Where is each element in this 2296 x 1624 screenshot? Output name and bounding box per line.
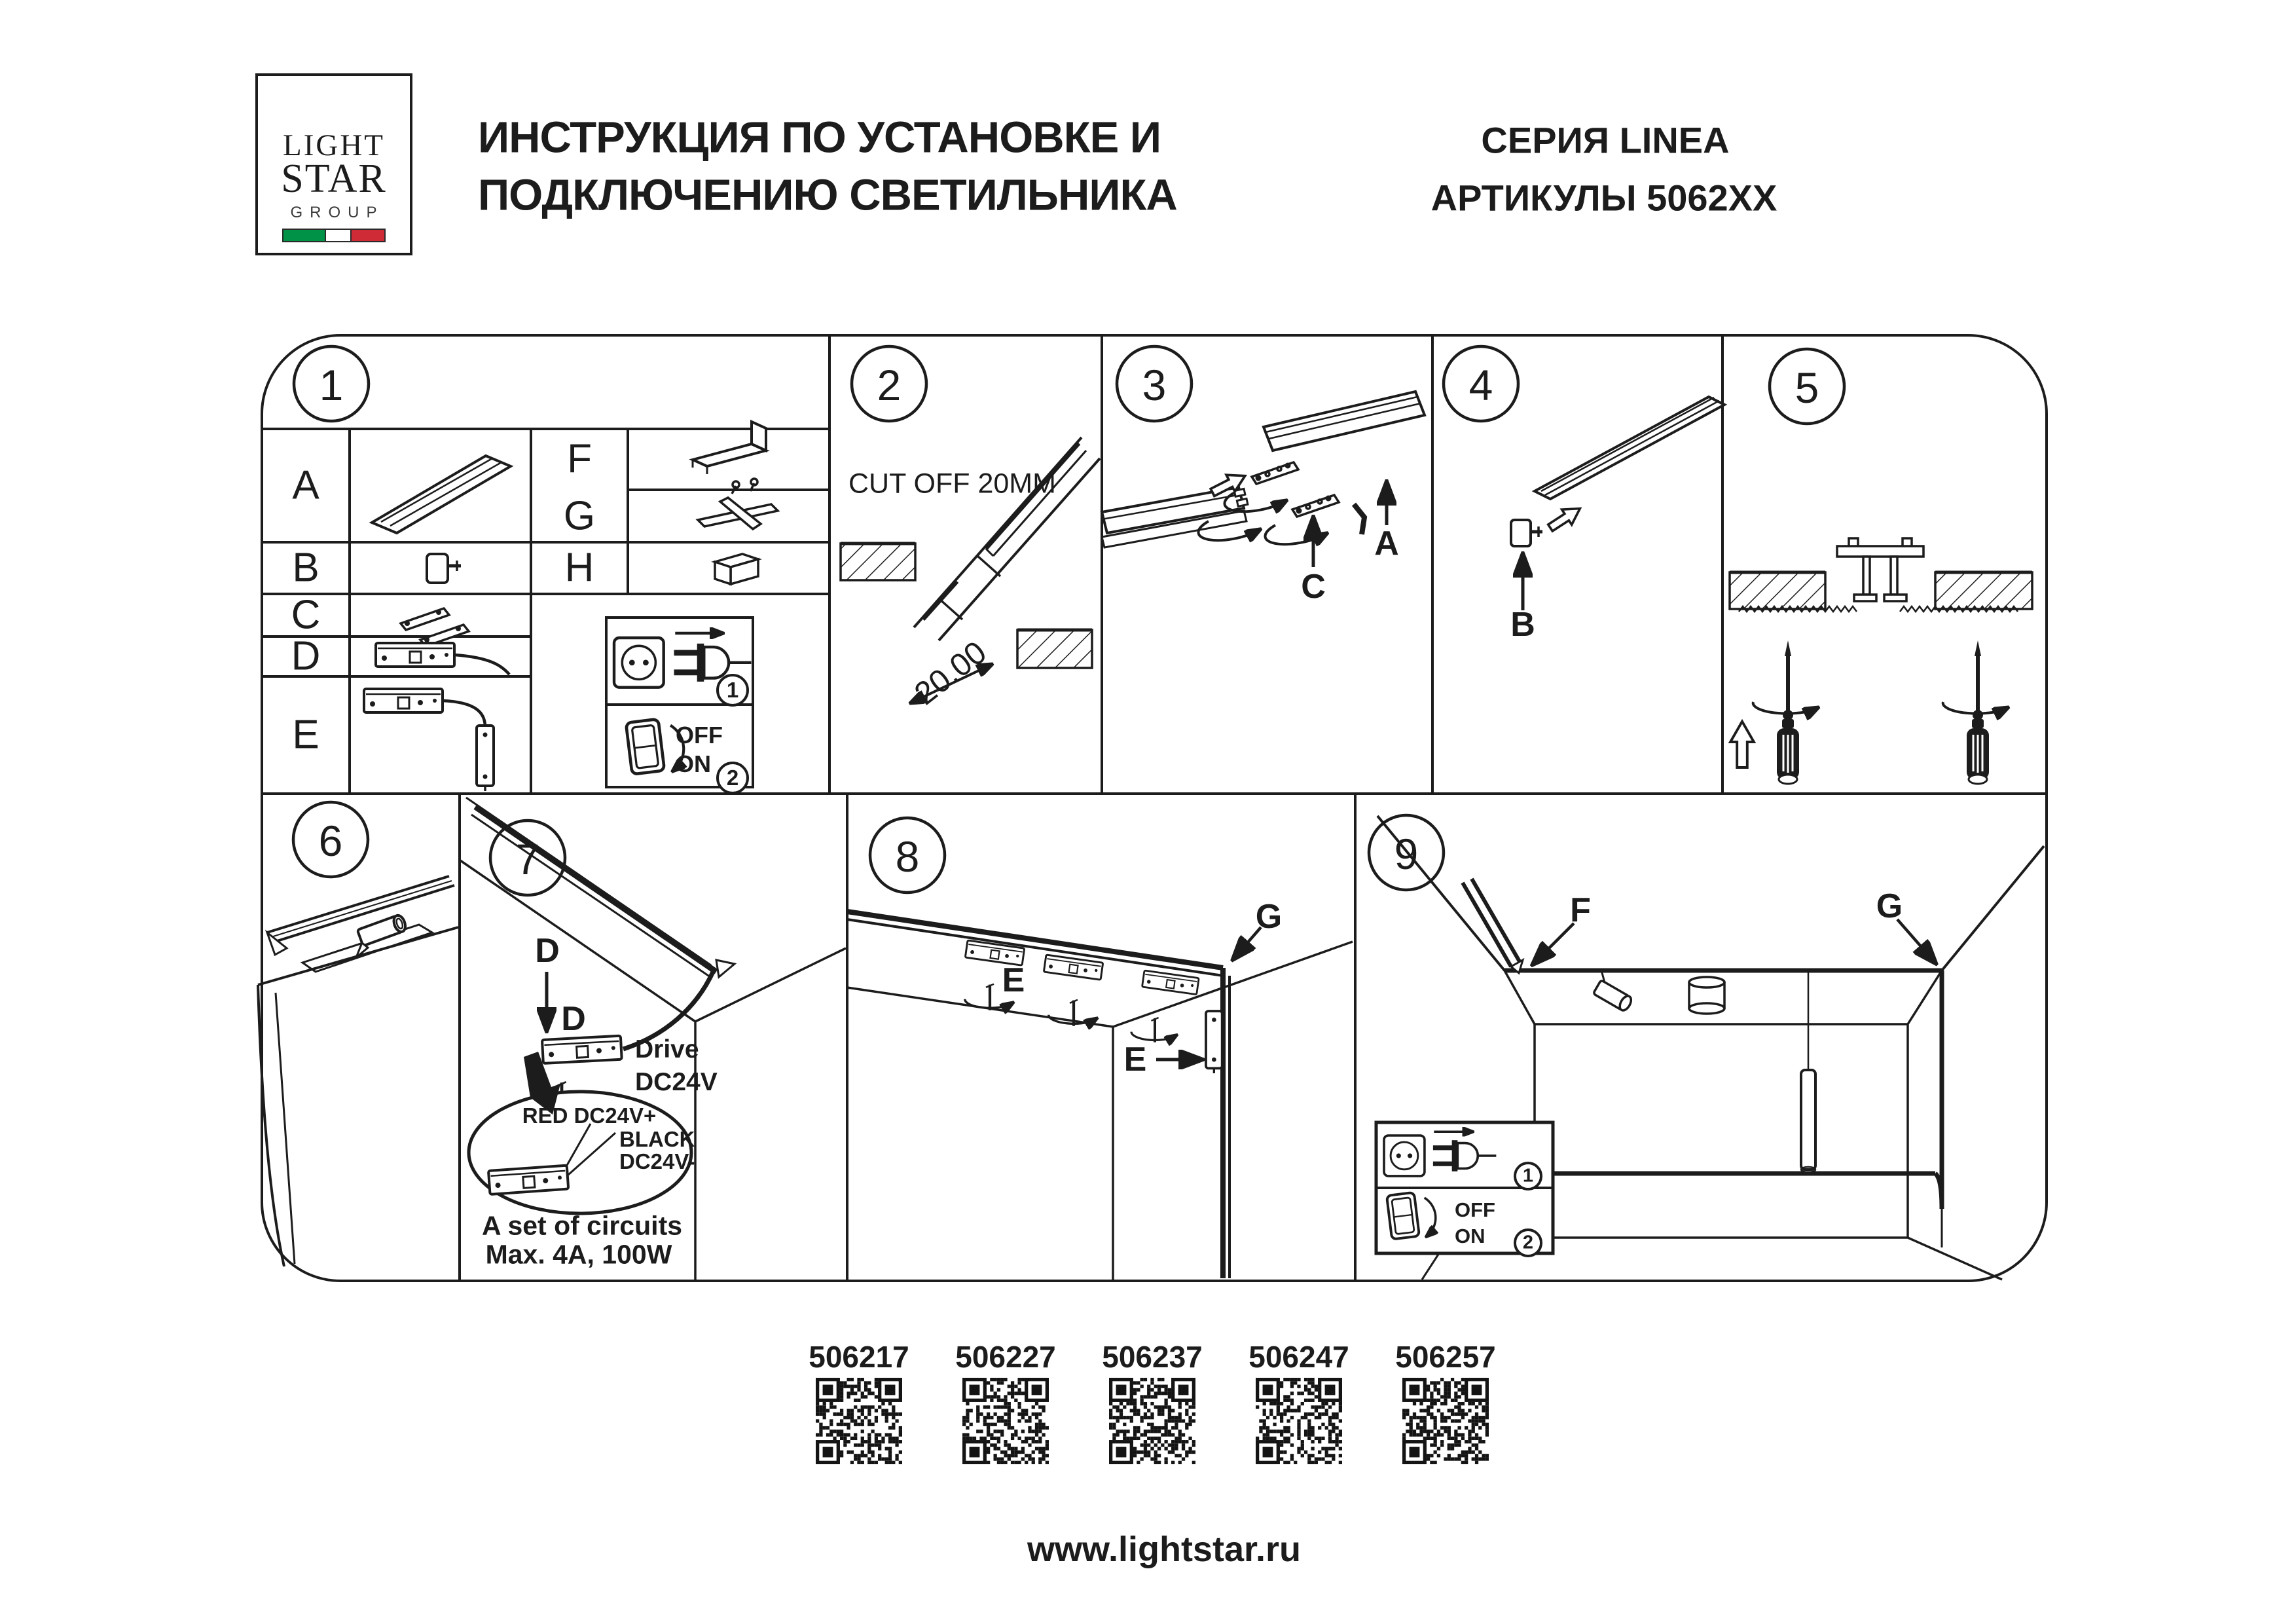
wire-black-label-line1: BLACK bbox=[619, 1127, 695, 1151]
logo-text-light: LIGHT bbox=[283, 128, 385, 162]
article-code: 506237 bbox=[1102, 1340, 1203, 1374]
part-c-connector-icon bbox=[401, 608, 469, 646]
hatch-left bbox=[1730, 572, 1825, 609]
label-f: F bbox=[1570, 891, 1591, 929]
pendant-icon bbox=[1801, 970, 1815, 1172]
article-code: 506257 bbox=[1395, 1340, 1496, 1374]
switch-off-label: OFF bbox=[676, 722, 723, 748]
part-e-corner-driver-icon bbox=[364, 689, 494, 791]
profile-section bbox=[1837, 538, 1923, 601]
part-g-cross-connector-icon bbox=[698, 479, 778, 529]
article-code: 506247 bbox=[1248, 1340, 1349, 1374]
panel5-crosssection-drawing bbox=[1730, 538, 2032, 784]
ceiling-hatch-left bbox=[841, 544, 915, 580]
panel7-number: 7 bbox=[515, 835, 540, 883]
dimension-value: 20.00 bbox=[908, 634, 993, 712]
label-d-side: D bbox=[561, 1000, 586, 1038]
driver-icon bbox=[1044, 955, 1102, 980]
circuits-note-line2: Max. 4A, 100W bbox=[485, 1239, 672, 1270]
qr-code bbox=[1109, 1378, 1195, 1464]
label-g-panel8: G bbox=[1255, 898, 1283, 936]
part-letter-c: C bbox=[291, 592, 321, 638]
driver-icon bbox=[488, 1166, 568, 1194]
label-a: A bbox=[1374, 525, 1399, 563]
article-code: 506227 bbox=[955, 1340, 1056, 1374]
driver-icon bbox=[542, 1036, 622, 1063]
panel6-ceiling-drawing bbox=[258, 876, 458, 1266]
wire-red-label: RED DC24V+ bbox=[522, 1103, 657, 1128]
website-link: www.lightstar.ru bbox=[1027, 1530, 1302, 1569]
panel8-corner-drawing bbox=[847, 912, 1353, 1280]
label-g-panel9: G bbox=[1876, 887, 1903, 925]
part-d-driver-icon bbox=[376, 643, 509, 674]
qr-code bbox=[1402, 1378, 1489, 1464]
panel9-number: 9 bbox=[1394, 830, 1419, 878]
article-code: 506217 bbox=[809, 1340, 909, 1374]
part-letter-g: G bbox=[563, 493, 596, 539]
part-letter-f: F bbox=[567, 436, 592, 482]
part-a-profile-icon bbox=[372, 456, 511, 533]
label-e-top: E bbox=[1002, 961, 1025, 999]
panel3-number: 3 bbox=[1142, 361, 1167, 409]
series-name: СЕРИЯ LINEA bbox=[1481, 119, 1730, 161]
drive-label-line1: Drive bbox=[635, 1035, 699, 1063]
step1-number: 1 bbox=[726, 678, 739, 702]
wire-black-label-line2: DC24V- bbox=[619, 1149, 695, 1173]
panel2-number: 2 bbox=[877, 361, 902, 409]
hatch-right bbox=[1935, 572, 2032, 609]
panel6-number: 6 bbox=[318, 817, 343, 865]
driver-icon bbox=[1142, 970, 1199, 995]
logo-text-star: STAR bbox=[281, 157, 387, 202]
cutoff-note: CUT OFF 20MM bbox=[848, 468, 1056, 500]
part-letter-a: A bbox=[292, 462, 319, 508]
panel5-number: 5 bbox=[1795, 363, 1819, 412]
circuits-note-line1: A set of circuits bbox=[481, 1210, 683, 1241]
qr-code bbox=[962, 1378, 1049, 1464]
part-b-endcap-icon bbox=[427, 554, 461, 583]
page-title-line2: ПОДКЛЮЧЕНИЮ СВЕТИЛЬНИКА bbox=[478, 170, 1177, 220]
switch-on-label: ON bbox=[676, 750, 711, 777]
articles-heading: АРТИКУЛЫ 5062XX bbox=[1430, 177, 1777, 219]
panel4-number: 4 bbox=[1468, 361, 1493, 409]
spotlight-icon bbox=[1593, 980, 1633, 1012]
qr-code bbox=[816, 1378, 902, 1464]
page-title-line1: ИНСТРУКЦИЯ ПО УСТАНОВКЕ И bbox=[478, 113, 1161, 162]
panel8-number: 8 bbox=[895, 832, 920, 881]
italian-flag-icon bbox=[282, 229, 386, 242]
label-e-corner: E bbox=[1123, 1041, 1147, 1079]
qr-code bbox=[1256, 1378, 1342, 1464]
part-letter-h: H bbox=[564, 545, 594, 591]
panel4-endcap-drawing bbox=[1511, 397, 1724, 610]
step2-number: 2 bbox=[1522, 1232, 1534, 1253]
logo-text-group: GROUP bbox=[290, 204, 384, 221]
part-h-bracket-icon bbox=[715, 554, 758, 584]
ceiling-hatch-right bbox=[1017, 630, 1092, 668]
label-c: C bbox=[1301, 568, 1326, 606]
panel1-number: 1 bbox=[319, 361, 344, 409]
switch-on-label: ON bbox=[1455, 1225, 1485, 1247]
part-letter-e: E bbox=[292, 712, 319, 758]
step2-number: 2 bbox=[726, 766, 739, 790]
downlight-icon bbox=[1689, 977, 1724, 1014]
label-b: B bbox=[1510, 606, 1535, 644]
part-letter-d: D bbox=[291, 633, 321, 679]
led-strip-icon bbox=[1206, 1011, 1222, 1073]
drive-label-line2: DC24V bbox=[635, 1068, 718, 1096]
part-letter-b: B bbox=[292, 545, 319, 591]
lightstar-logo bbox=[255, 73, 412, 255]
switch-off-label: OFF bbox=[1455, 1198, 1495, 1221]
step1-number: 1 bbox=[1522, 1165, 1534, 1187]
panel1-parts-table bbox=[262, 422, 829, 794]
label-d-top: D bbox=[535, 932, 560, 970]
